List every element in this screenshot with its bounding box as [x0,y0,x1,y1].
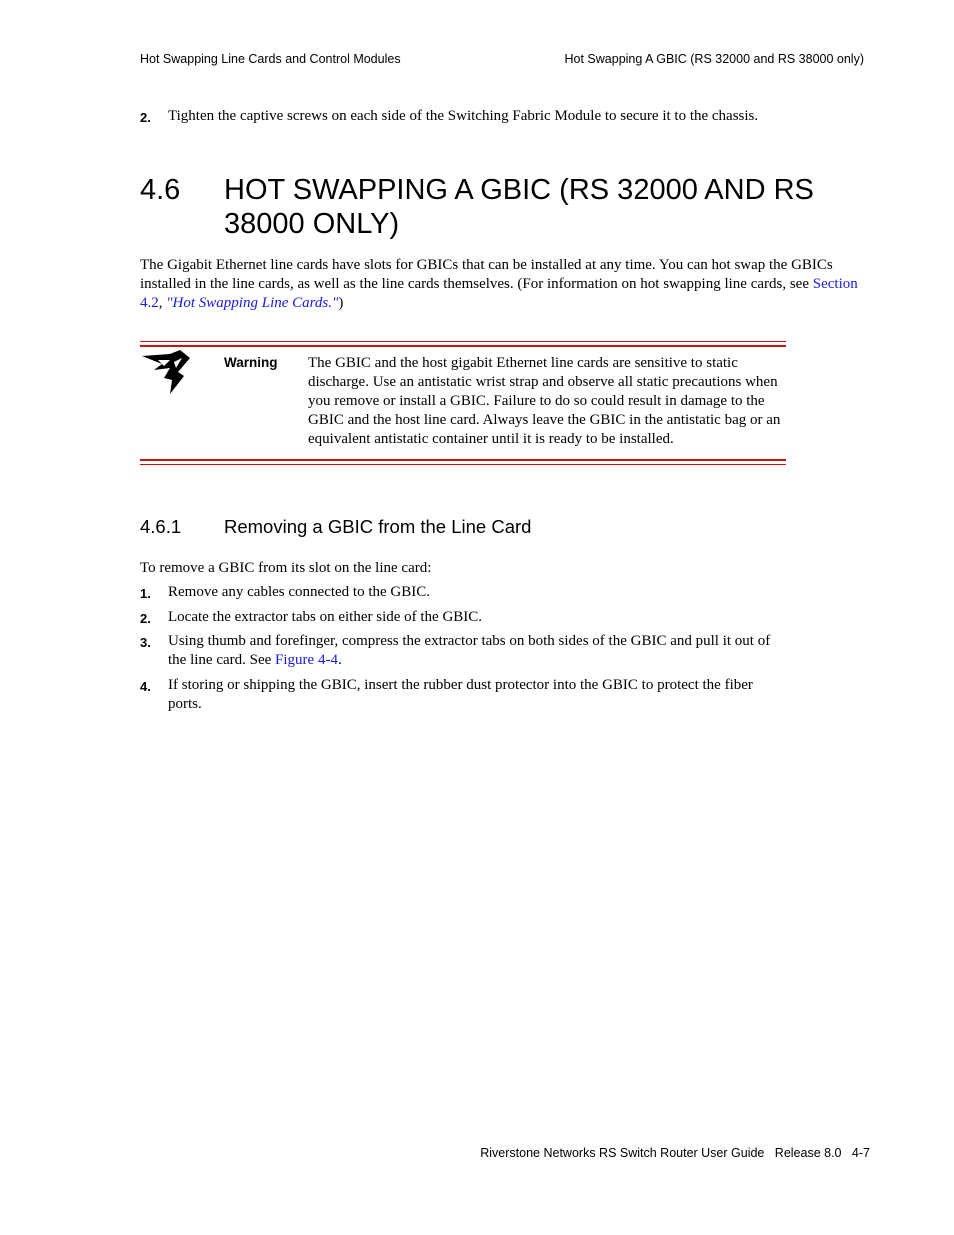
static-discharge-warning-icon [140,348,196,398]
list-item [140,676,790,714]
warning-label: Warning [224,355,278,370]
step-number: 2. [140,110,151,125]
list-item [140,583,790,602]
link-separator: , [158,295,167,311]
step-text-end: . [337,652,342,668]
section-intro [140,256,870,313]
step-text [168,632,790,670]
warning-top-rule-thin [140,341,786,342]
intro-close: ) [338,295,344,311]
subsection-heading [140,516,531,538]
list-item [140,632,790,670]
section-heading [140,173,824,241]
figure-link[interactable]: Figure 4-4 [275,652,338,668]
warning-bottom-rule-thick [140,459,786,461]
section-title: HOT SWAPPING A GBIC (RS 32000 AND RS 38000 ONLY) [224,174,814,240]
step-text: Tighten the captive screws on each side of the Switching Fabric Module to secure it to the chassis. [168,108,759,124]
section-title-link[interactable]: "Hot Swapping Line Cards." [166,295,339,311]
section-link[interactable]: Section 4.2 [140,276,858,311]
step-number: 2. [140,611,151,626]
subsection-title: Removing a GBIC from the Line Card [224,516,532,537]
step-text: If storing or shipping the GBIC, insert the rubber dust protector into the GBIC to protect the fiber ports. [168,677,753,712]
section-number: 4.6 [140,174,181,206]
step-number: 3. [140,635,151,650]
page-footer: Riverstone Networks RS Switch Router User Guide Release 8.0 4-7 [480,1146,870,1160]
previous-step [140,107,790,126]
list-item [140,608,790,627]
step-text: Locate the extractor tabs on either side of the GBIC. [168,609,483,625]
running-header-left: Hot Swapping Line Cards and Control Modules [140,52,401,66]
warning-top-rule-thick [140,345,786,347]
step-text: Remove any cables connected to the GBIC. [168,584,431,600]
step-text-part: Using thumb and forefinger, compress the extractor tabs on both sides of the GBIC and pull it out of the line card. See [168,633,771,668]
subsection-number: 4.6.1 [140,516,182,537]
warning-bottom-rule-thin [140,464,786,465]
warning-text: The GBIC and the host gigabit Ethernet line cards are sensitive to static discharge. Use an antistatic wrist strap and observe all static precautions when you remove or install a GBIC. Failure to do so could result in damage to the GBIC and the host line card. Always leave the GBIC in the antistatic bag or an equivalent antistatic container until it is ready to be installed. [308,355,781,447]
subsection-intro: To remove a GBIC from its slot on the line card: [140,560,432,576]
step-number: 4. [140,679,151,694]
running-header-right: Hot Swapping A GBIC (RS 32000 and RS 38000 only) [564,52,864,66]
step-number: 1. [140,586,151,601]
intro-text: The Gigabit Ethernet line cards have slots for GBICs that can be installed at any time. You can hot swap the GBICs installed in the line cards, as well as the line cards themselves. (For information on hot swapping line cards, see [140,257,833,292]
